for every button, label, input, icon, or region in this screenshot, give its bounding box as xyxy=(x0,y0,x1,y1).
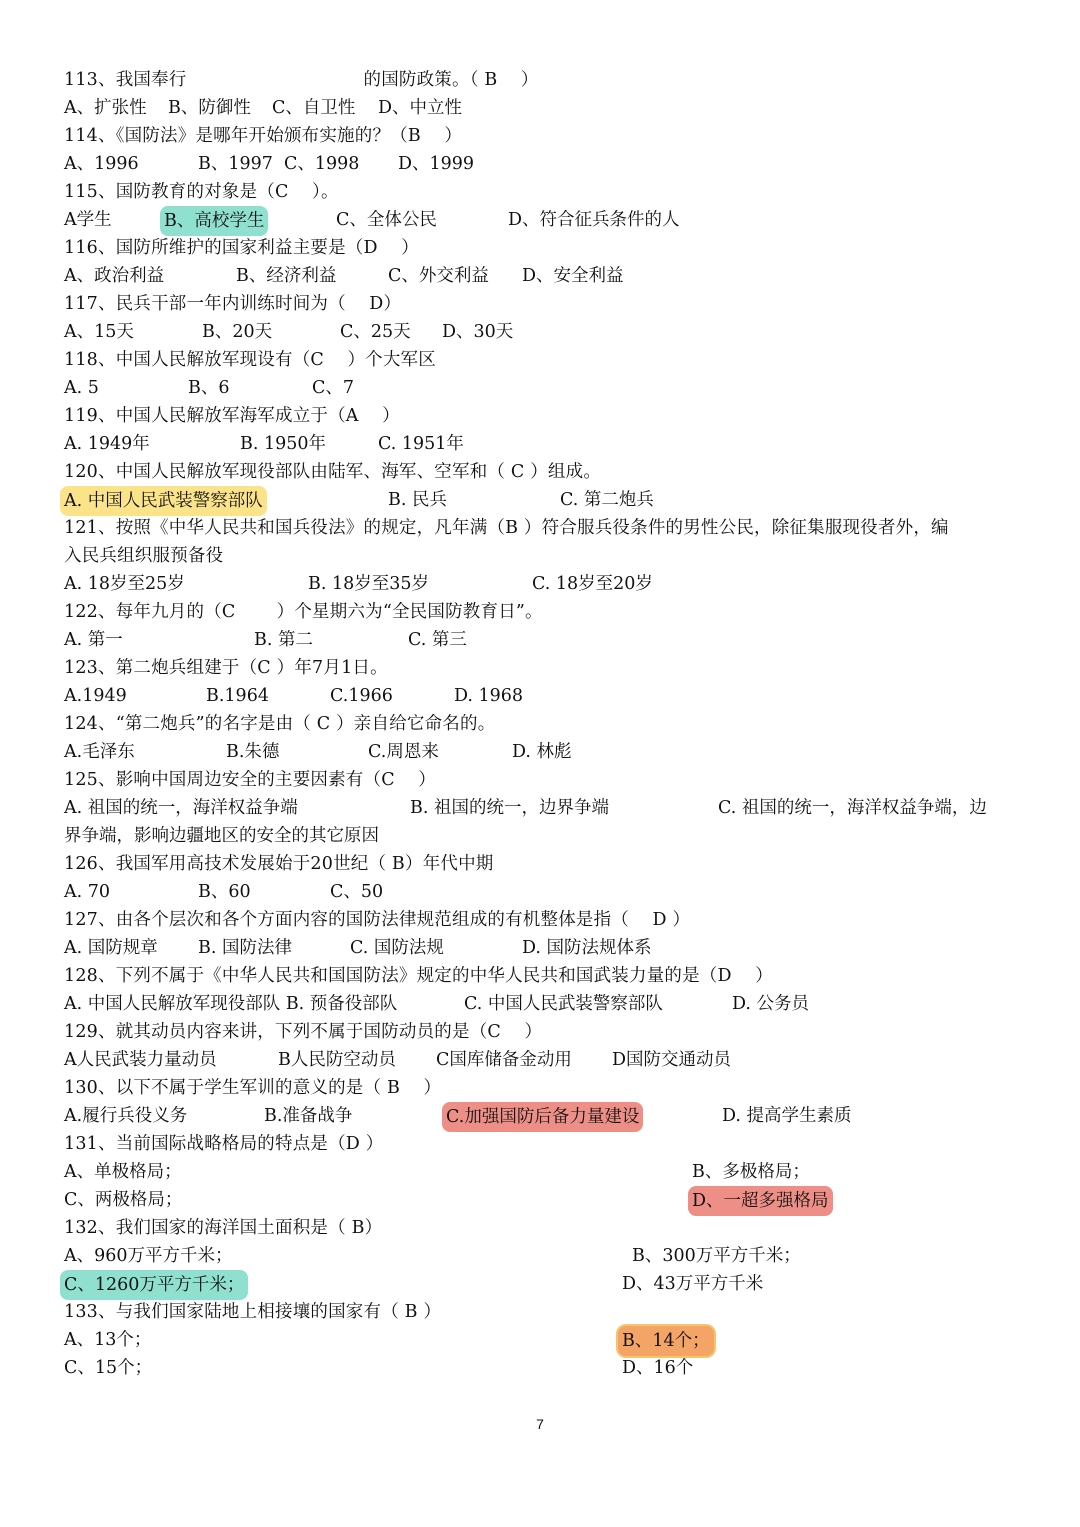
question-133: 133、与我们国家陆地上相接壤的国家有（ B ） xyxy=(64,1302,442,1322)
question-128: 128、下列不属于《中华人民共和国国防法》规定的中华人民共和国武装力量的是（D ） xyxy=(64,966,773,986)
option: B人民防空动员 xyxy=(278,1050,396,1070)
options-120 xyxy=(64,486,1020,514)
question-115: 115、国防教育的对象是（C ）。 xyxy=(64,182,339,202)
options-113 xyxy=(64,94,1020,122)
highlighted-option: D、一超多强格局 xyxy=(688,1186,833,1216)
option: D. 提高学生素质 xyxy=(722,1106,852,1126)
highlighted-option: C.加强国防后备力量建设 xyxy=(442,1102,643,1132)
options-116 xyxy=(64,262,1020,290)
question-131: 131、当前国际战略格局的特点是（D ） xyxy=(64,1134,384,1154)
question-124: 124、“第二炮兵”的名字是由（ C ）亲自给它命名的。 xyxy=(64,714,496,734)
option: A、扩张性 xyxy=(64,98,147,118)
option: A.毛泽东 xyxy=(64,742,135,762)
question-121: 121、按照《中华人民共和国兵役法》的规定，凡年满（B ）符合服兵役条件的男性公民，除征集服现役者外，编 xyxy=(64,518,949,538)
option: C、50 xyxy=(330,882,384,902)
option: B、60 xyxy=(198,882,251,902)
option: B. 民兵 xyxy=(388,490,447,510)
option: C、全体公民 xyxy=(336,210,437,230)
highlighted-option: B、14个； xyxy=(618,1326,714,1356)
option: D、符合征兵条件的人 xyxy=(508,210,680,230)
option: A. 第一 xyxy=(64,630,123,650)
option: A. 国防规章 xyxy=(64,938,158,958)
option: B.1964 xyxy=(206,686,269,706)
question-118: 118、中国人民解放军现设有（C ）个大军区 xyxy=(64,350,436,370)
options-118 xyxy=(64,374,1020,402)
options-124 xyxy=(64,738,1020,766)
options-128 xyxy=(64,990,1020,1018)
options-132-row-1 xyxy=(64,1242,1020,1270)
option: A、960万平方千米； xyxy=(64,1246,233,1266)
option: B、6 xyxy=(188,378,230,398)
option: A. 5 xyxy=(64,378,99,398)
options-131-row-2 xyxy=(64,1186,1020,1214)
option: A. 中国人民解放军现役部队 B. 预备役部队 xyxy=(64,994,398,1014)
option: C、自卫性 xyxy=(272,98,356,118)
options-114 xyxy=(64,150,1020,178)
options-119 xyxy=(64,430,1020,458)
option: D. 林彪 xyxy=(512,742,572,762)
option: B.准备战争 xyxy=(264,1106,353,1126)
option: D、中立性 xyxy=(378,98,463,118)
question-116: 116、国防所维护的国家利益主要是（D ） xyxy=(64,238,419,258)
option: A.履行兵役义务 xyxy=(64,1106,188,1126)
option: A、政治利益 xyxy=(64,266,165,286)
question-120: 120、中国人民解放军现役部队由陆军、海军、空军和（ C ）组成。 xyxy=(64,462,602,482)
option: B、多极格局； xyxy=(692,1162,810,1182)
option: A人民武装力量动员 xyxy=(64,1050,217,1070)
option: A、1996 xyxy=(64,154,139,174)
option: C、15个； xyxy=(64,1358,153,1378)
option: A.1949 xyxy=(64,686,127,706)
options-121 xyxy=(64,570,1020,598)
option: A学生 xyxy=(64,210,112,230)
question-126: 126、我国军用高技术发展始于20世纪（ B）年代中期 xyxy=(64,854,494,874)
options-133-row-1 xyxy=(64,1326,1020,1354)
option: C、1998 xyxy=(284,154,360,174)
options-133-row-2 xyxy=(64,1354,1020,1382)
option: D国防交通动员 xyxy=(612,1050,732,1070)
options-129 xyxy=(64,1046,1020,1074)
page-number: 7 xyxy=(536,1416,544,1432)
option: A、13个； xyxy=(64,1330,152,1350)
options-125-continued: 界争端，影响边疆地区的安全的其它原因 xyxy=(64,826,379,846)
option: C.周恩来 xyxy=(368,742,439,762)
option: D、安全利益 xyxy=(522,266,624,286)
options-115 xyxy=(64,206,1020,234)
option: D. 1968 xyxy=(454,686,524,706)
question-132: 132、我们国家的海洋国土面积是（ B） xyxy=(64,1218,383,1238)
options-117 xyxy=(64,318,1020,346)
question-130: 130、以下不属于学生军训的意义的是（ B ） xyxy=(64,1078,442,1098)
option: B. 1950年 xyxy=(240,434,327,454)
highlighted-option: A. 中国人民武装警察部队 xyxy=(60,486,267,516)
option: B、1997 xyxy=(198,154,273,174)
option: D. 国防法规体系 xyxy=(522,938,652,958)
options-125 xyxy=(64,794,1020,822)
question-123: 123、第二炮兵组建于（C ）年7月1日。 xyxy=(64,658,388,678)
option: C. 祖国的统一，海洋权益争端，边 xyxy=(718,798,987,818)
option: C. 第二炮兵 xyxy=(560,490,654,510)
option: B. 国防法律 xyxy=(198,938,292,958)
option: B. 祖国的统一，边界争端 xyxy=(410,798,609,818)
option: A. 70 xyxy=(64,882,111,902)
option: A. 1949年 xyxy=(64,434,150,454)
options-130 xyxy=(64,1102,1020,1130)
option: C. 18岁至20岁 xyxy=(532,574,653,594)
option: A、15天 xyxy=(64,322,134,342)
question-114: 114、《国防法》是哪年开始颁布实施的？（B ） xyxy=(64,126,463,146)
options-123 xyxy=(64,682,1020,710)
option: B.朱德 xyxy=(226,742,280,762)
option: B. 18岁至35岁 xyxy=(308,574,430,594)
option: C.1966 xyxy=(330,686,393,706)
option: B、防御性 xyxy=(168,98,251,118)
options-127 xyxy=(64,934,1020,962)
option: C. 第三 xyxy=(408,630,467,650)
option: C. 中国人民武装警察部队 xyxy=(464,994,663,1014)
question-127: 127、由各个层次和各个方面内容的国防法律规范组成的有机整体是指（ D ） xyxy=(64,910,691,930)
question-125: 125、影响中国周边安全的主要因素有（C ） xyxy=(64,770,436,790)
option: D、30天 xyxy=(442,322,514,342)
option: C. 国防法规 xyxy=(350,938,444,958)
option: C国库储备金动用 xyxy=(436,1050,572,1070)
option: D、16个 xyxy=(622,1358,694,1378)
question-119: 119、中国人民解放军海军成立于（A ） xyxy=(64,406,400,426)
options-131-row-1 xyxy=(64,1158,1020,1186)
option: A. 18岁至25岁 xyxy=(64,574,185,594)
option: D、1999 xyxy=(398,154,475,174)
option: C、外交利益 xyxy=(388,266,489,286)
option: C、25天 xyxy=(340,322,411,342)
question-122: 122、每年九月的（C ）个星期六为“全民国防教育日”。 xyxy=(64,602,543,622)
highlighted-option: B、高校学生 xyxy=(160,206,268,236)
highlighted-option: C、1260万平方千米； xyxy=(60,1270,248,1300)
question-129: 129、就其动员内容来讲，下列不属于国防动员的是（C ） xyxy=(64,1022,543,1042)
question-113: 113、我国奉行 的国防政策。（ B ） xyxy=(64,70,539,90)
option: C、7 xyxy=(312,378,355,398)
option: D. 公务员 xyxy=(732,994,810,1014)
options-126 xyxy=(64,878,1020,906)
options-132-row-2 xyxy=(64,1270,1020,1298)
option: C、两极格局； xyxy=(64,1190,183,1210)
option: B、300万平方千米； xyxy=(632,1246,801,1266)
option: A、单极格局； xyxy=(64,1162,182,1182)
option: D、43万平方千米 xyxy=(622,1274,764,1294)
option: A. 祖国的统一，海洋权益争端 xyxy=(64,798,298,818)
question-117: 117、民兵干部一年内训练时间为（ D） xyxy=(64,294,402,314)
options-122 xyxy=(64,626,1020,654)
option: B、经济利益 xyxy=(236,266,337,286)
option: B. 第二 xyxy=(254,630,313,650)
option: B、20天 xyxy=(202,322,273,342)
question-121-continued: 入民兵组织服预备役 xyxy=(64,546,224,566)
option: C. 1951年 xyxy=(378,434,464,454)
